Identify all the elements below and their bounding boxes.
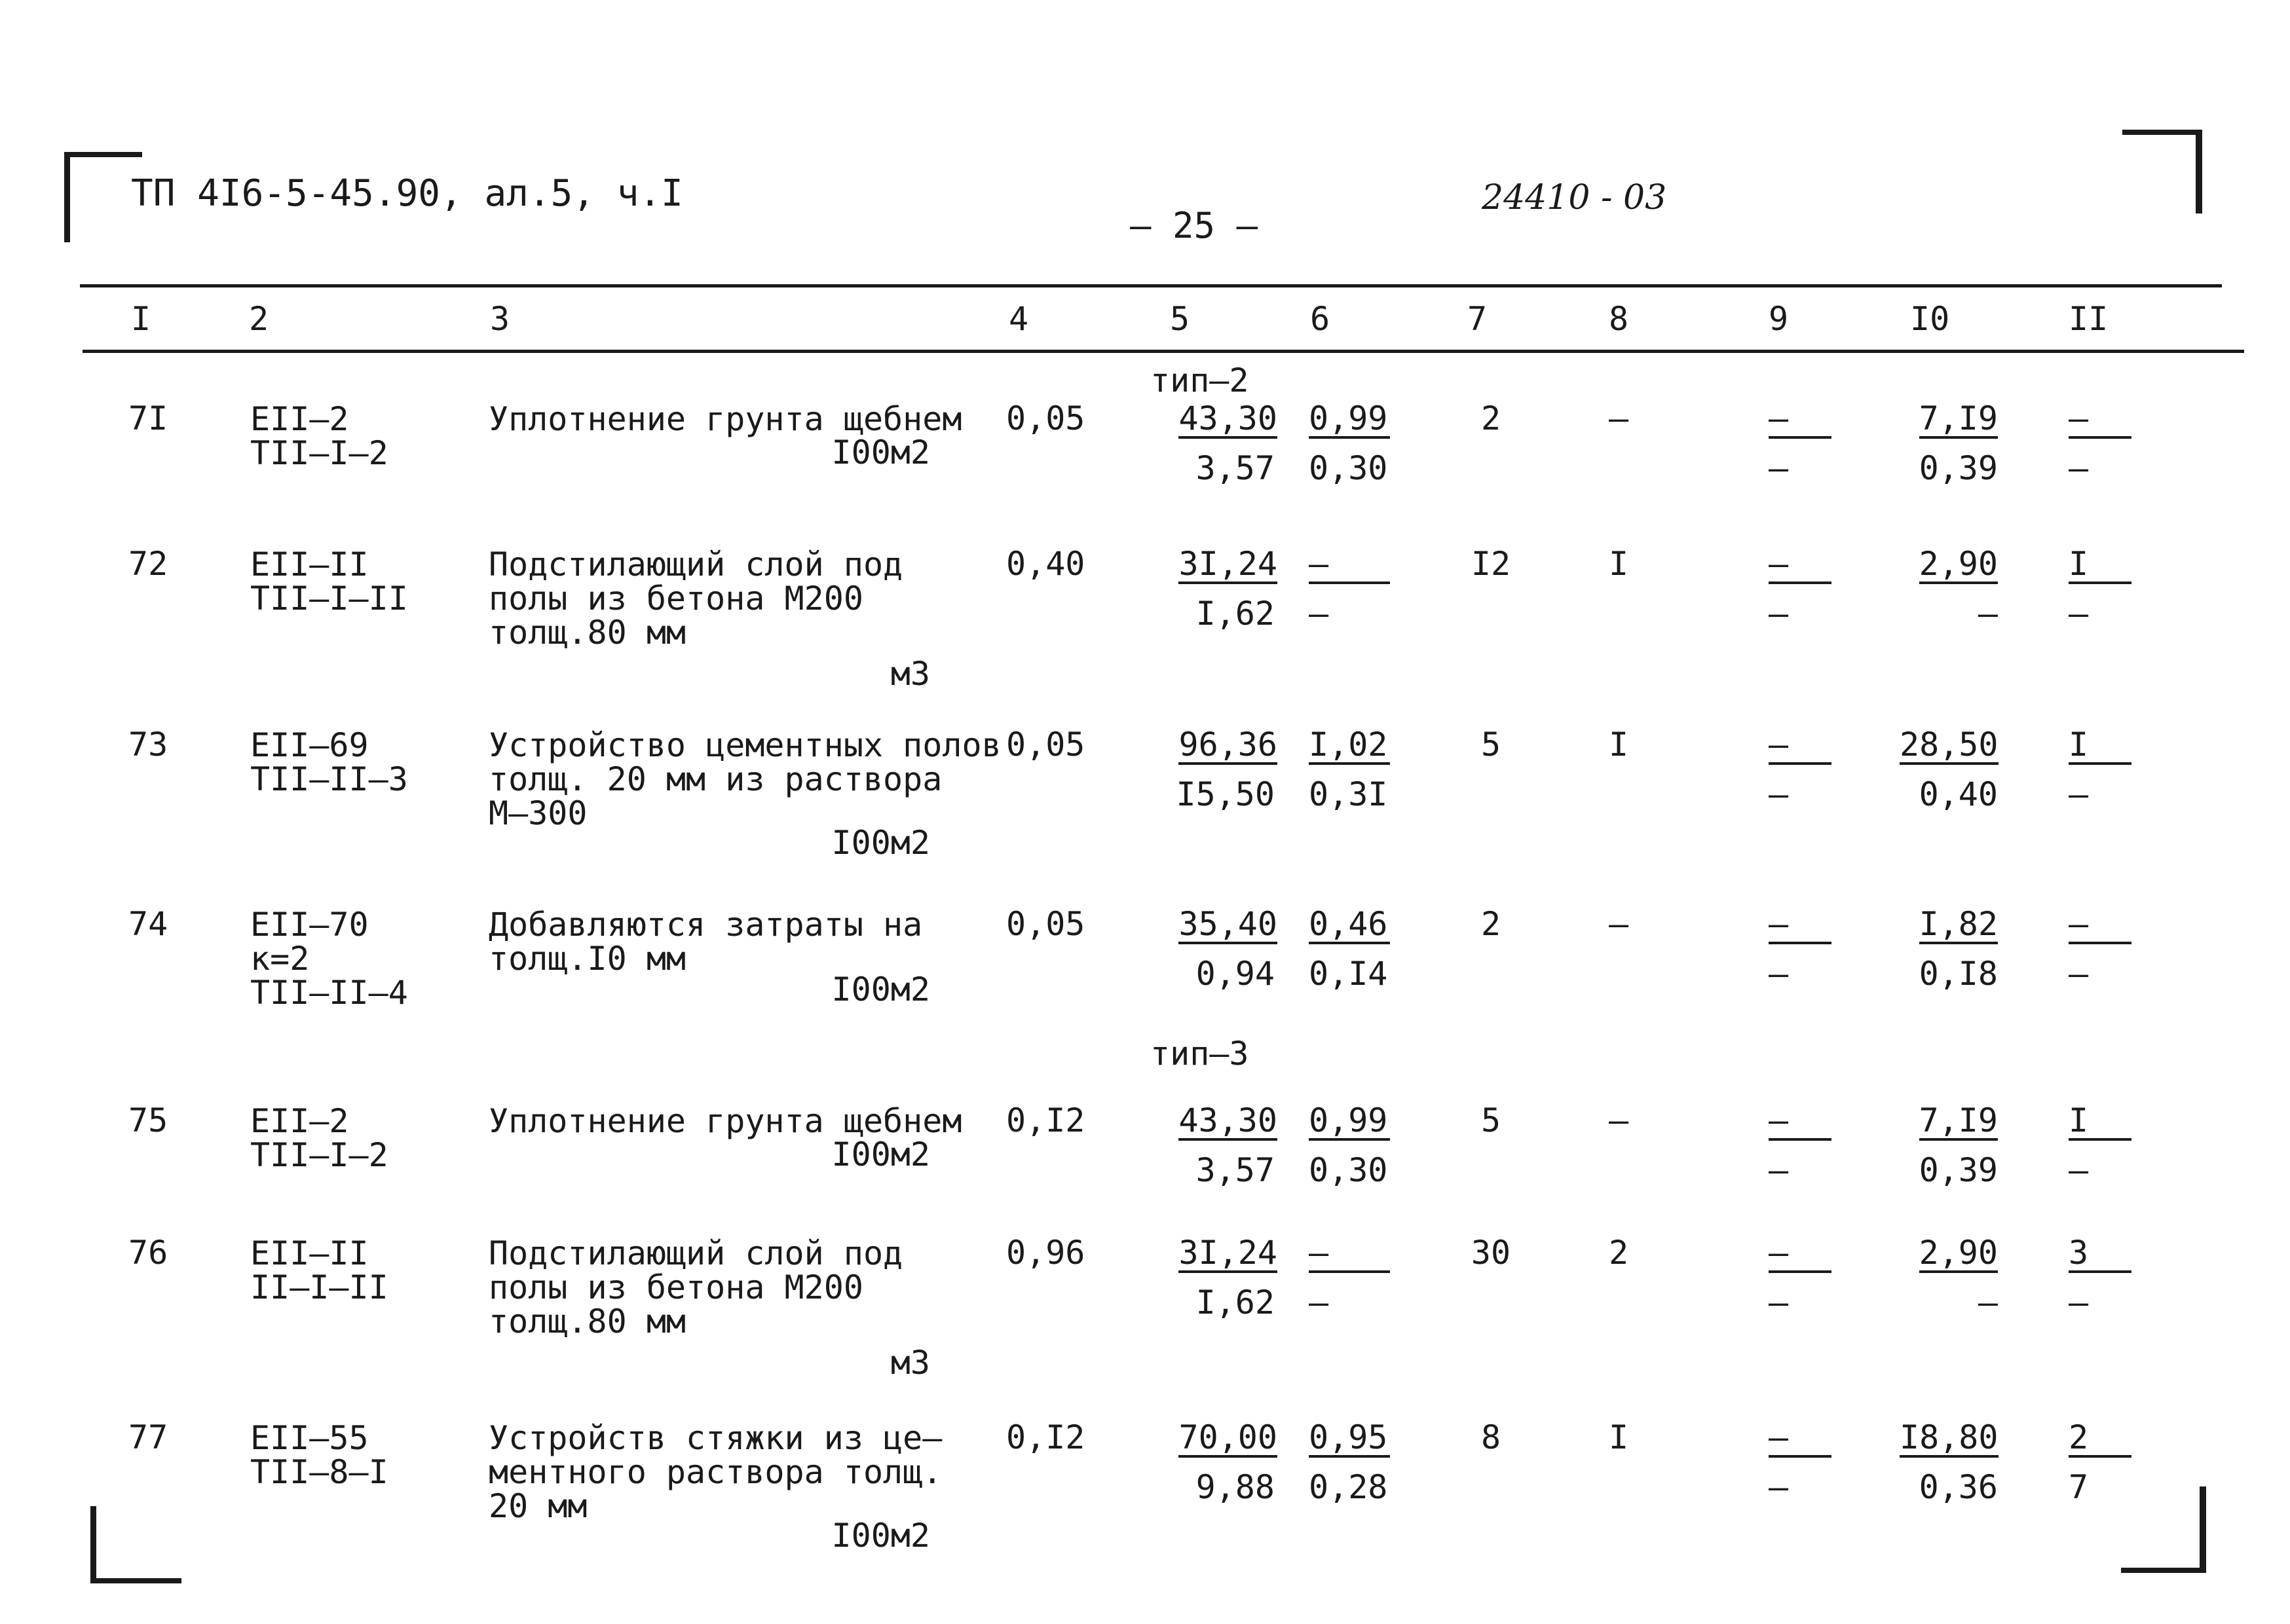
row-number: 76	[128, 1234, 168, 1272]
col6-bottom: –	[1309, 595, 1329, 633]
code-cell-line: II–I–II	[250, 1268, 388, 1306]
col8-cell: I	[1609, 545, 1629, 583]
col7-cell: 5	[1480, 726, 1501, 764]
quantity-cell: 0,I2	[1006, 1101, 1085, 1139]
col5-bottom: 3,57	[1195, 1151, 1275, 1189]
col7-cell: 2	[1480, 905, 1501, 943]
col9-top: –	[1769, 547, 1831, 584]
document-reference: ТП 4I6-5-45.90, ал.5, ч.I	[131, 172, 683, 215]
col10-bottom: 0,36	[1919, 1468, 1998, 1506]
col6-top: 0,46	[1309, 908, 1390, 944]
code-cell-line: EII–55	[250, 1419, 369, 1457]
col-header-1: I	[131, 300, 151, 338]
col5-top: 43,30	[1178, 1101, 1277, 1139]
row-number: 75	[128, 1101, 168, 1139]
col5-top: 35,40	[1178, 905, 1277, 943]
col8-cell: I	[1609, 1418, 1629, 1456]
col5-bottom: 9,88	[1195, 1468, 1275, 1506]
col5-top: 70,00	[1178, 1418, 1277, 1456]
col10-top: 28,50	[1900, 726, 1999, 764]
col11-top: –	[2069, 402, 2131, 439]
description-cell	[489, 402, 962, 436]
col8-cell: –	[1609, 1101, 1629, 1139]
quantity-cell: 0,40	[1006, 545, 1085, 583]
col10-bottom: 0,39	[1919, 449, 1998, 487]
row-number: 73	[128, 726, 168, 764]
col-header-5: 5	[1170, 300, 1190, 338]
col9-top: –	[1769, 1421, 1831, 1458]
description-cell-line: толщ.I0 мм	[489, 940, 686, 978]
col11-top: I	[2069, 728, 2131, 765]
col-header-3: 3	[490, 300, 510, 338]
col9-bottom: –	[1769, 1283, 1789, 1321]
col6-bottom: 0,I4	[1309, 955, 1388, 993]
code-cell	[250, 1104, 388, 1172]
description-cell-line: Подстилающий слой под	[489, 1234, 903, 1272]
handwritten-code: 24410 - 03	[1482, 178, 1667, 217]
description-cell-line: М–300	[489, 794, 588, 832]
col10-top: 7,I9	[1919, 399, 1998, 437]
col11-top: I	[2069, 1104, 2131, 1141]
col8-cell: –	[1609, 399, 1629, 437]
col5-bottom: I,62	[1195, 1283, 1275, 1321]
col11-bottom: –	[2069, 955, 2089, 993]
code-cell	[250, 547, 408, 616]
description-cell-line: Устройств стяжки из це–	[489, 1419, 943, 1457]
col9-bottom: –	[1769, 595, 1789, 633]
row-number: 72	[128, 545, 168, 583]
col11-bottom: –	[2069, 1151, 2089, 1189]
col5-top: 96,36	[1178, 726, 1277, 764]
col6-top: 0,99	[1309, 402, 1390, 439]
description-cell-line: толщ.80 мм	[489, 614, 686, 652]
unit-cell: I00м2	[831, 434, 930, 471]
col-header-6: 6	[1310, 300, 1330, 338]
col10-bottom: 0,I8	[1919, 955, 1998, 993]
section-label-type2: тип–2	[1150, 361, 1249, 399]
quantity-cell: 0,I2	[1006, 1418, 1085, 1456]
quantity-cell: 0,05	[1006, 399, 1085, 437]
quantity-cell: 0,05	[1006, 726, 1085, 764]
description-cell	[489, 728, 1002, 830]
code-cell-line: TII–8–I	[250, 1453, 388, 1491]
col6-top: 0,95	[1309, 1421, 1390, 1458]
description-cell	[489, 547, 903, 650]
col-header-2: 2	[249, 300, 269, 338]
description-cell-line: ментного раствора толщ.	[489, 1453, 943, 1491]
col6-top: I,02	[1309, 728, 1390, 765]
description-cell-line: Добавляются затраты на	[489, 906, 923, 944]
col-header-9: 9	[1769, 300, 1789, 338]
row-number: 7I	[128, 399, 168, 437]
col9-top: –	[1769, 1104, 1831, 1141]
code-cell-line: EII–2	[250, 400, 349, 438]
description-cell	[489, 1421, 942, 1523]
code-cell-line: TII–I–II	[250, 580, 408, 618]
col10-top: I8,80	[1900, 1418, 1999, 1456]
col8-cell: 2	[1609, 1234, 1629, 1272]
quantity-cell: 0,96	[1006, 1234, 1085, 1272]
col9-top: –	[1769, 1236, 1831, 1273]
table-header-rule	[83, 350, 2244, 353]
code-cell-line: TII–II–3	[250, 760, 408, 798]
col11-top: 3	[2069, 1236, 2131, 1273]
col10-bottom: 0,39	[1919, 1151, 1998, 1189]
col11-top: –	[2069, 908, 2131, 944]
col11-bottom: –	[2069, 595, 2089, 633]
col9-bottom: –	[1769, 449, 1789, 487]
col-header-4: 4	[1009, 300, 1029, 338]
unit-cell: м3	[890, 1344, 930, 1382]
col11-bottom: –	[2069, 449, 2089, 487]
col7-cell: 5	[1480, 1101, 1501, 1139]
col7-cell: 30	[1471, 1234, 1511, 1272]
col10-bottom: –	[1978, 595, 1998, 633]
col6-bottom: 0,30	[1309, 449, 1388, 487]
col9-top: –	[1769, 908, 1831, 944]
row-number: 77	[128, 1418, 168, 1456]
unit-cell: м3	[890, 655, 930, 693]
col7-cell: 8	[1480, 1418, 1501, 1456]
code-cell-line: TII–I–2	[250, 434, 388, 472]
col9-bottom: –	[1769, 1468, 1789, 1506]
code-cell-line: EII–2	[250, 1102, 349, 1140]
code-cell-line: EII–II	[250, 1234, 369, 1272]
col-header-11: II	[2069, 300, 2109, 338]
col10-bottom: –	[1978, 1283, 1998, 1321]
description-cell-line: толщ.80 мм	[489, 1302, 686, 1340]
col10-top: 2,90	[1919, 1234, 1998, 1272]
description-cell-line: Подстилающий слой под	[489, 545, 903, 583]
col6-bottom: 0,28	[1309, 1468, 1388, 1506]
col5-top: 3I,24	[1178, 1234, 1277, 1272]
unit-cell: I00м2	[831, 1517, 930, 1555]
col5-bottom: I,62	[1195, 595, 1275, 633]
col11-top: 2	[2069, 1421, 2131, 1458]
col9-top: –	[1769, 402, 1831, 439]
description-cell-line: полы из бетона М200	[489, 580, 863, 618]
col5-bottom: I5,50	[1176, 775, 1275, 813]
description-cell-line: полы из бетона М200	[489, 1268, 863, 1306]
code-cell	[250, 908, 408, 1010]
col9-top: –	[1769, 728, 1831, 765]
code-cell-line: EII–69	[250, 726, 369, 764]
description-cell	[489, 1104, 962, 1138]
col-header-10: I0	[1910, 300, 1950, 338]
quantity-cell: 0,05	[1006, 905, 1085, 943]
col6-bottom: 0,3I	[1309, 775, 1388, 813]
code-cell-line: TII–I–2	[250, 1136, 388, 1174]
col5-bottom: 3,57	[1195, 449, 1275, 487]
corner-mark-bottom-left	[90, 1506, 181, 1583]
col7-cell: 2	[1480, 399, 1501, 437]
col6-bottom: –	[1309, 1283, 1329, 1321]
code-cell	[250, 1236, 388, 1304]
unit-cell: I00м2	[831, 970, 930, 1008]
col6-top: –	[1309, 1236, 1390, 1273]
col10-top: 2,90	[1919, 545, 1998, 583]
code-cell	[250, 402, 388, 470]
page-number: – 25 –	[1130, 205, 1258, 246]
col11-bottom: –	[2069, 775, 2089, 813]
col11-bottom: 7	[2069, 1468, 2089, 1506]
corner-mark-top-right	[2122, 130, 2202, 213]
code-cell-line: TII–II–4	[250, 974, 408, 1012]
col5-top: 43,30	[1178, 399, 1277, 437]
col8-cell: I	[1609, 726, 1629, 764]
description-cell-line: Уплотнение грунта щебнем	[489, 1102, 962, 1140]
code-cell-line: к=2	[250, 940, 310, 978]
col11-bottom: –	[2069, 1283, 2089, 1321]
col-header-7: 7	[1467, 300, 1488, 338]
col6-bottom: 0,30	[1309, 1151, 1388, 1189]
col6-top: –	[1309, 547, 1390, 584]
description-cell	[489, 908, 922, 976]
code-cell-line: EII–70	[250, 906, 369, 944]
col5-bottom: 0,94	[1195, 955, 1275, 993]
description-cell-line: Уплотнение грунта щебнем	[489, 400, 962, 438]
code-cell	[250, 728, 408, 796]
code-cell-line: EII–II	[250, 545, 369, 583]
col9-bottom: –	[1769, 1151, 1789, 1189]
col-header-8: 8	[1609, 300, 1629, 338]
col9-bottom: –	[1769, 955, 1789, 993]
table-top-rule	[80, 284, 2222, 287]
col5-top: 3I,24	[1178, 545, 1277, 583]
row-number: 74	[128, 905, 168, 943]
col6-top: 0,99	[1309, 1104, 1390, 1141]
description-cell-line: 20 мм	[489, 1487, 588, 1525]
description-cell-line: Устройство цементных полов	[489, 726, 1002, 764]
code-cell	[250, 1421, 388, 1489]
col9-bottom: –	[1769, 775, 1789, 813]
col10-top: 7,I9	[1919, 1101, 1998, 1139]
col10-bottom: 0,40	[1919, 775, 1998, 813]
unit-cell: I00м2	[831, 1135, 930, 1173]
col8-cell: –	[1609, 905, 1629, 943]
section-label-type3: тип–3	[1150, 1035, 1249, 1073]
col11-top: I	[2069, 547, 2131, 584]
corner-mark-bottom-right	[2121, 1486, 2206, 1573]
col10-top: I,82	[1919, 905, 1998, 943]
description-cell	[489, 1236, 903, 1338]
unit-cell: I00м2	[831, 824, 930, 862]
col7-cell: I2	[1471, 545, 1511, 583]
description-cell-line: толщ. 20 мм из раствора	[489, 760, 943, 798]
